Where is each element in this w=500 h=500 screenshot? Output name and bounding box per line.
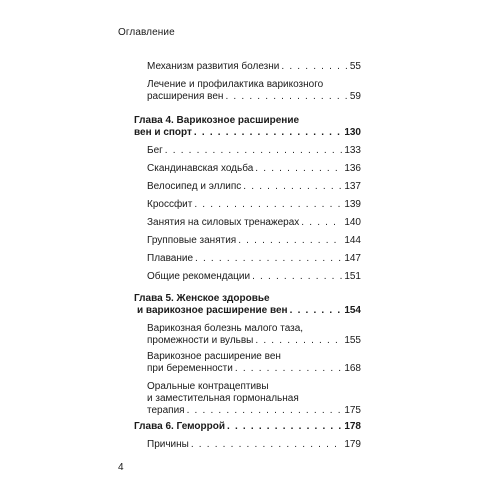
toc-entry-title: и заместительная гормональная [147,393,299,404]
toc-entry [147,217,361,229]
toc-entry-title: расширения вен [147,91,224,102]
toc-entry-title: Групповые занятия [147,235,237,246]
toc-entry [147,439,361,451]
dot-leader [255,163,342,175]
dot-leader [194,199,342,211]
toc-entry [147,323,361,347]
dot-leader [238,235,342,247]
toc-entry [147,181,361,193]
toc-page-number: 154 [344,305,361,316]
toc-entry [147,79,361,103]
dot-leader [191,439,342,451]
toc-page-number: 144 [344,235,361,246]
toc-page-number: 178 [344,421,361,432]
toc-page-number: 139 [344,199,361,210]
chapter-title: Глава 5. Женское здоровье [134,293,270,304]
toc-entry-title: терапия [147,405,185,416]
dot-leader [281,61,348,73]
toc-chapter-heading [134,115,361,139]
toc-page-number: 155 [344,335,361,346]
toc-entry-title: Варикозное расширение вен [147,351,281,362]
toc-chapter-heading [134,421,361,433]
toc-entry [147,199,361,211]
toc-entry-title: Причины [147,439,189,450]
dot-leader [194,127,342,139]
toc-page-number: 133 [344,145,361,156]
dot-leader [187,405,343,417]
toc-page-number: 137 [344,181,361,192]
toc-entry-title: Механизм развития болезни [147,61,280,72]
toc-page-number: 140 [344,217,361,228]
chapter-title: и варикозное расширение вен [137,305,288,316]
dot-leader [290,305,343,317]
chapter-title: Глава 6. Геморрой [134,421,225,432]
toc-entry-title: Велосипед и эллипс [147,181,242,192]
toc-entry [147,235,361,247]
toc-entry-title: Бег [147,145,163,156]
dot-leader [255,335,342,347]
toc-entry-title: Общие рекомендации [147,271,251,282]
running-title: Оглавление [118,27,175,38]
toc-entry-title: Варикозная болезнь малого таза, [147,323,304,334]
toc-entry-title: Кроссфит [147,199,193,210]
toc-entry [147,271,361,283]
toc-page-number: 59 [349,91,361,102]
toc-page-number: 168 [344,363,361,374]
toc-entry-title: Лечение и профилактика варикозного [147,79,324,90]
toc-page-number: 147 [344,253,361,264]
toc-entry [147,145,361,157]
toc-entry-title: Скандинавская ходьба [147,163,254,174]
toc-entry-title: промежности и вульвы [147,335,254,346]
toc-page-number: 175 [344,405,361,416]
toc-page-number: 130 [344,127,361,138]
toc-entry-title: Занятия на силовых тренажерах [147,217,300,228]
toc-entry-title: Плавание [147,253,194,264]
toc-entry-title: Оральные контрацептивы [147,381,269,392]
toc-page-number: 55 [349,61,361,72]
dot-leader [235,363,342,375]
dot-leader [195,253,342,265]
dot-leader [225,91,347,103]
chapter-title: вен и спорт [134,127,192,138]
toc-entry [147,381,361,417]
chapter-title: Глава 4. Варикозное расширение [134,115,300,126]
toc-entry [147,253,361,265]
toc-entry [147,351,361,375]
toc-page-number: 136 [344,163,361,174]
dot-leader [252,271,342,283]
toc-chapter-heading [134,293,361,317]
dot-leader [243,181,342,193]
dot-leader [227,421,342,433]
dot-leader [165,145,343,157]
toc-page-number: 179 [344,439,361,450]
toc-entry [147,61,361,73]
page-number: 4 [118,462,124,473]
toc-page-number: 151 [344,271,361,282]
toc-entry [147,163,361,175]
toc-entry-title: при беременности [147,363,233,374]
dot-leader [301,217,342,229]
